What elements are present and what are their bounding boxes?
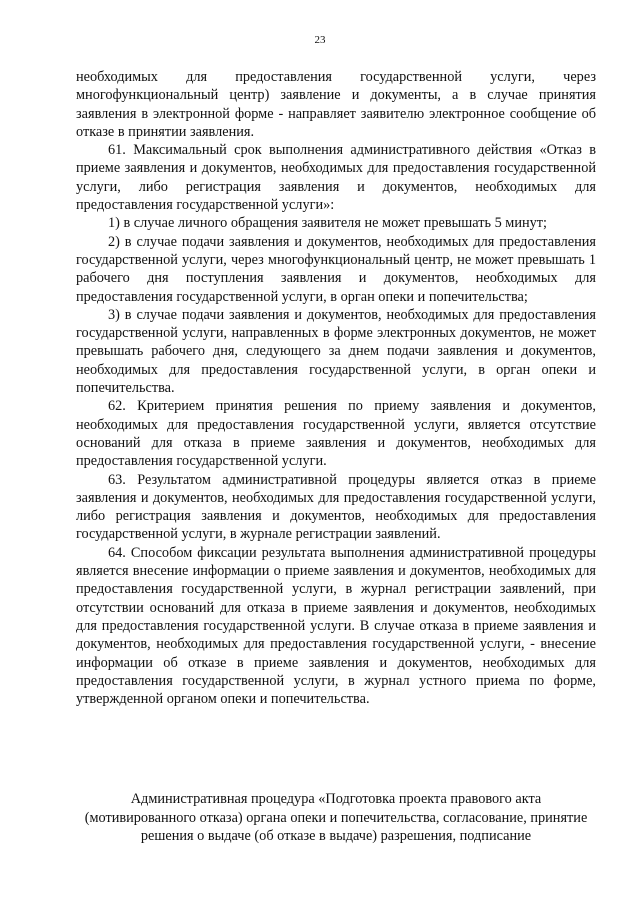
body-text xyxy=(76,68,596,708)
paragraph-62: 62. Критерием принятия решения по приему заявления и документов, необходимых для предоставления государственной услуги, является отсутствие оснований для отказа в приеме заявления и документов, необходимых для предоставления государственной услуги. xyxy=(76,398,596,470)
paragraph-61: 61. Максимальный срок выполнения административного действия «Отказ в приеме заявления и документов, необходимых для предоставления государственной услуги, либо регистрация заявления и документов, необходимых для предоставления государственной услуги»: xyxy=(76,142,596,214)
list-item-1: 1) в случае личного обращения заявителя не может превышать 5 минут; xyxy=(108,215,548,232)
paragraph-64: 64. Способом фиксации результата выполнения административной процедуры является внесение информации о приеме заявления и документов, необходимых для предоставления государственной услуги, в журнал регистрации заявлений, при отсутствии оснований для отказа в приеме заявления и документов, необходимых для предоставления государственной услуги. В случае отказа в приеме заявления и документов, необходимых для предоставления государственной услуги, - внесение информации об отказе в приеме заявления и документов, необходимых для предоставления государственной услуги, в журнал устного приема по форме, утвержденной органом опеки и попечительства. xyxy=(76,544,596,708)
page-number: 23 xyxy=(314,34,326,46)
list-item-3: 3) в случае подачи заявления и документов, необходимых для предоставления государственной услуги, направленных в форме электронных документов, не может превышать рабочего дня, следующего за днем подачи заявления и документов, необходимых для предоставления государственной услуги, в орган опеки и попечительства. xyxy=(76,306,596,397)
paragraph-63: 63. Результатом административной процедуры является отказ в приеме заявления и документов, необходимых для предоставления государственной услуги, либо регистрация заявления и документов, необходимых для предоставления государственной услуги, в журнале регистрации заявлений. xyxy=(76,471,596,543)
list-item-2: 2) в случае подачи заявления и документов, необходимых для предоставления государственной услуги, через многофункциональный центр, не может превышать 1 рабочего дня поступления заявления и документов, необходимых для предоставления государственной услуги, в орган опеки и попечительства; xyxy=(76,233,596,305)
paragraph-continuation: необходимых для предоставления государственной услуги, через многофункциональный центр) заявление и документы, а в случае принятия заявления в электронной форме - направляет заявителю электронное сообщение об отказе в принятии заявления. xyxy=(76,69,596,140)
section-heading: Административная процедура «Подготовка проекта правового акта (мотивированного отказа) органа опеки и попечительства, согласование, принятие решения о выдаче (об отказе в выдаче) разрешения, подписание xyxy=(84,791,588,845)
